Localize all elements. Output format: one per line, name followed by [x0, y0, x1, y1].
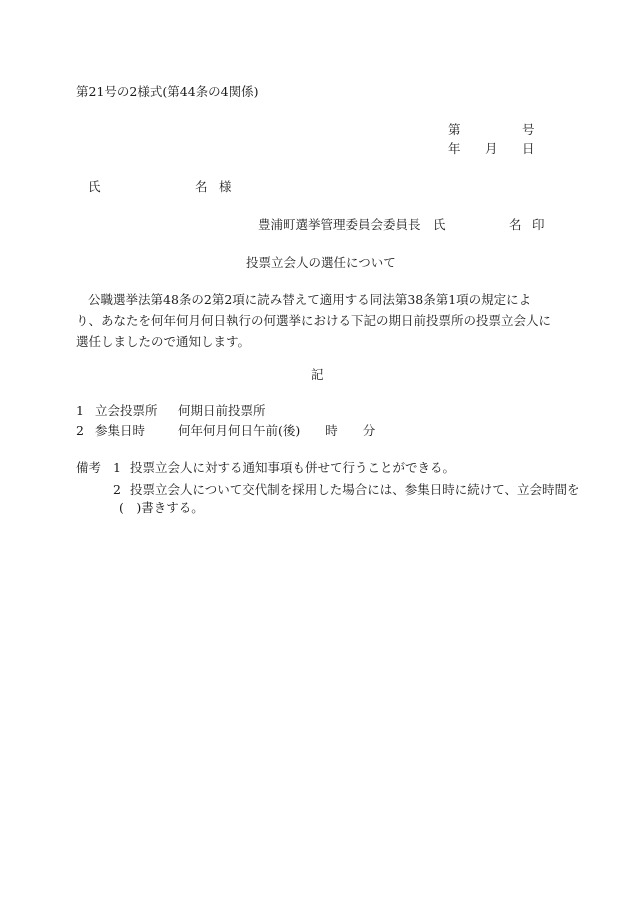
body-paragraph: 公職選挙法第48条の2第2項に読み替えて適用する同法第38条第1項の規定により、あなたを何年何月何日執行の何選挙における下記の期日前投票所の投票立会人に選任しましたので通知します。: [76, 292, 552, 349]
item-label: 立会投票所: [95, 403, 158, 418]
form-label: 第21号の2様式(第44条の4関係): [76, 84, 259, 99]
item-number: 1: [76, 403, 84, 418]
doc-number-go: 号: [522, 122, 535, 137]
note-text: 投票立会人に対する通知事項も併せて行うことができる。: [130, 460, 456, 475]
note-text: 投票立会人について交代制を採用した場合には、参集日時に続けて、立会時間を: [130, 482, 580, 497]
sender-title: 豊浦町選挙管理委員会委員長 氏: [258, 217, 446, 232]
note-continuation: ( )書きする。: [119, 500, 204, 515]
item-number: 2: [76, 423, 84, 438]
notes-heading: 備考: [76, 460, 102, 475]
date-month: 月: [485, 141, 498, 156]
ki-heading: 記: [311, 367, 324, 382]
date-day: 日: [522, 141, 535, 156]
item-value: 何年何月何日午前(後) 時 分: [178, 423, 376, 438]
item-label: 参集日時: [95, 423, 146, 438]
subject-title: 投票立会人の選任について: [246, 255, 396, 270]
doc-number-dai: 第: [448, 122, 461, 137]
item-value: 何期日前投票所: [178, 403, 266, 418]
note-number: 1: [113, 460, 121, 475]
note-number: 2: [113, 482, 121, 497]
addressee-shi: 氏: [88, 179, 101, 194]
date-year: 年: [448, 141, 461, 156]
addressee-sama: 様: [219, 179, 232, 194]
sender-seal: 印: [532, 217, 545, 232]
addressee-mei: 名: [195, 179, 208, 194]
sender-mei: 名: [509, 217, 522, 232]
